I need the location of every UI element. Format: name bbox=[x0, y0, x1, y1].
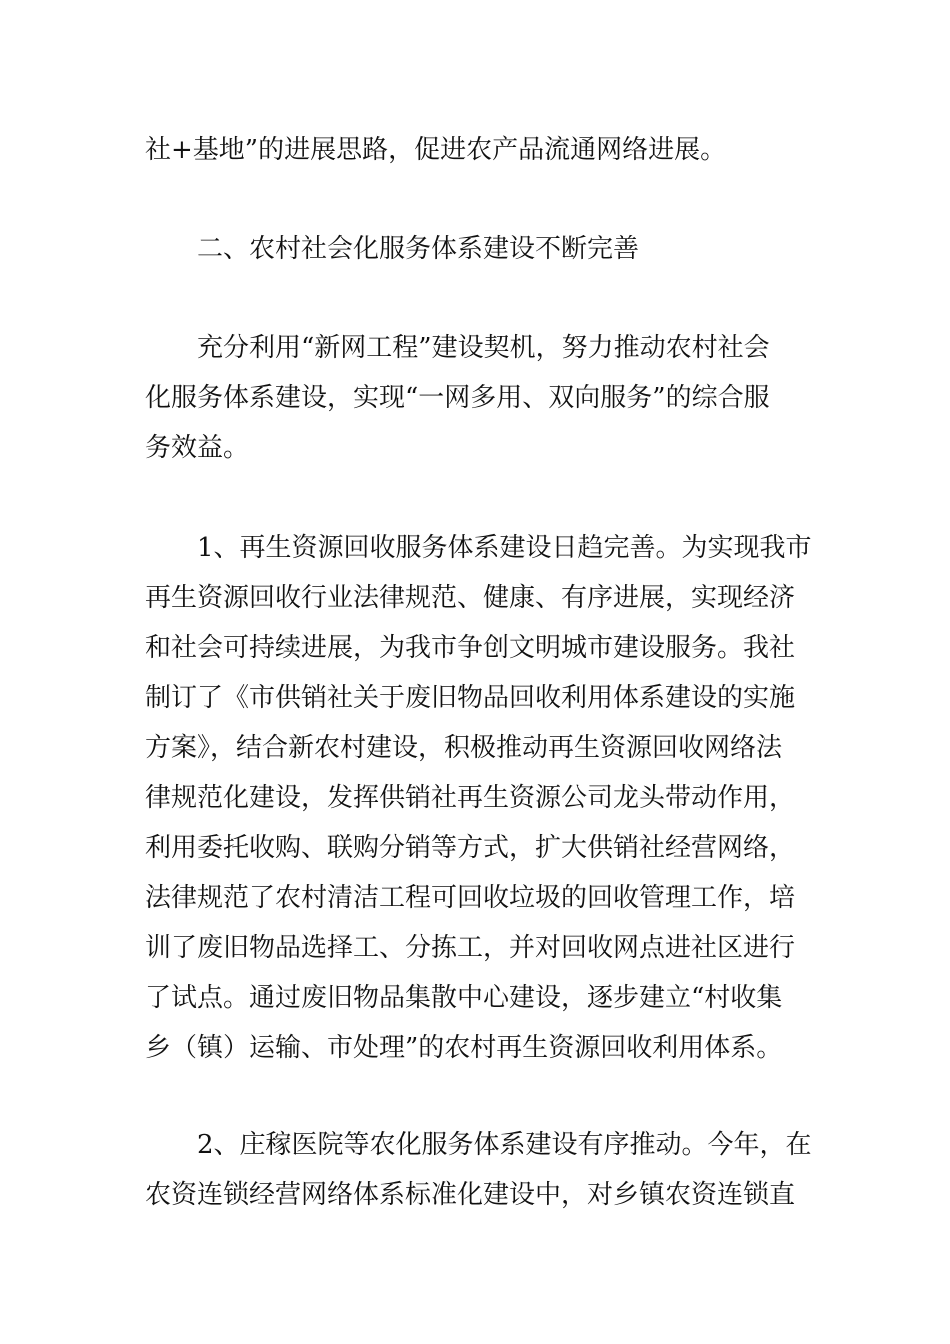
text-line: 再生资源回收行业法律规范、健康、有序进展，实现经济 bbox=[145, 583, 796, 613]
text-line: 方案》，结合新农村建设，积极推动再生资源回收网络法 bbox=[145, 733, 783, 763]
paragraph-intro bbox=[145, 323, 815, 473]
text-line: 制订了《市供销社关于废旧物品回收利用体系建设的实施 bbox=[145, 683, 796, 713]
heading-text: 二、农村社会化服务体系建设不断完善 bbox=[197, 234, 640, 264]
text-line: 1、再生资源回收服务体系建设日趋完善。为实现我市 bbox=[197, 533, 812, 563]
text-line: 和社会可持续进展，为我市争创文明城市建设服务。我社 bbox=[145, 633, 796, 663]
text-line: 社+基地”的进展思路，促进农产品流通网络进展。 bbox=[145, 135, 727, 165]
text-line: 乡（镇）运输、市处理”的农村再生资源回收利用体系。 bbox=[145, 1033, 783, 1063]
text-line: 务效益。 bbox=[145, 433, 250, 463]
text-line: 法律规范了农村清洁工程可回收垃圾的回收管理工作，培 bbox=[145, 883, 796, 913]
text-line: 利用委托收购、联购分销等方式，扩大供销社经营网络， bbox=[145, 833, 796, 863]
paragraph-item-1 bbox=[145, 523, 815, 1073]
paragraph-item-2 bbox=[145, 1120, 815, 1220]
paragraph-continuation bbox=[145, 125, 815, 175]
section-heading bbox=[145, 224, 815, 274]
text-line: 训了废旧物品选择工、分拣工，并对回收网点进社区进行 bbox=[145, 933, 796, 963]
text-line: 化服务体系建设，实现“一网多用、双向服务”的综合服 bbox=[145, 383, 770, 413]
text-line: 律规范化建设，发挥供销社再生资源公司龙头带动作用， bbox=[145, 783, 796, 813]
text-line: 农资连锁经营网络体系标准化建设中，对乡镇农资连锁直 bbox=[145, 1180, 796, 1210]
text-line: 了试点。通过废旧物品集散中心建设，逐步建立“村收集 bbox=[145, 983, 783, 1013]
text-line: 2、庄稼医院等农化服务体系建设有序推动。今年，在 bbox=[197, 1130, 812, 1160]
text-line: 充分利用“新网工程”建设契机，努力推动农村社会 bbox=[197, 333, 770, 363]
